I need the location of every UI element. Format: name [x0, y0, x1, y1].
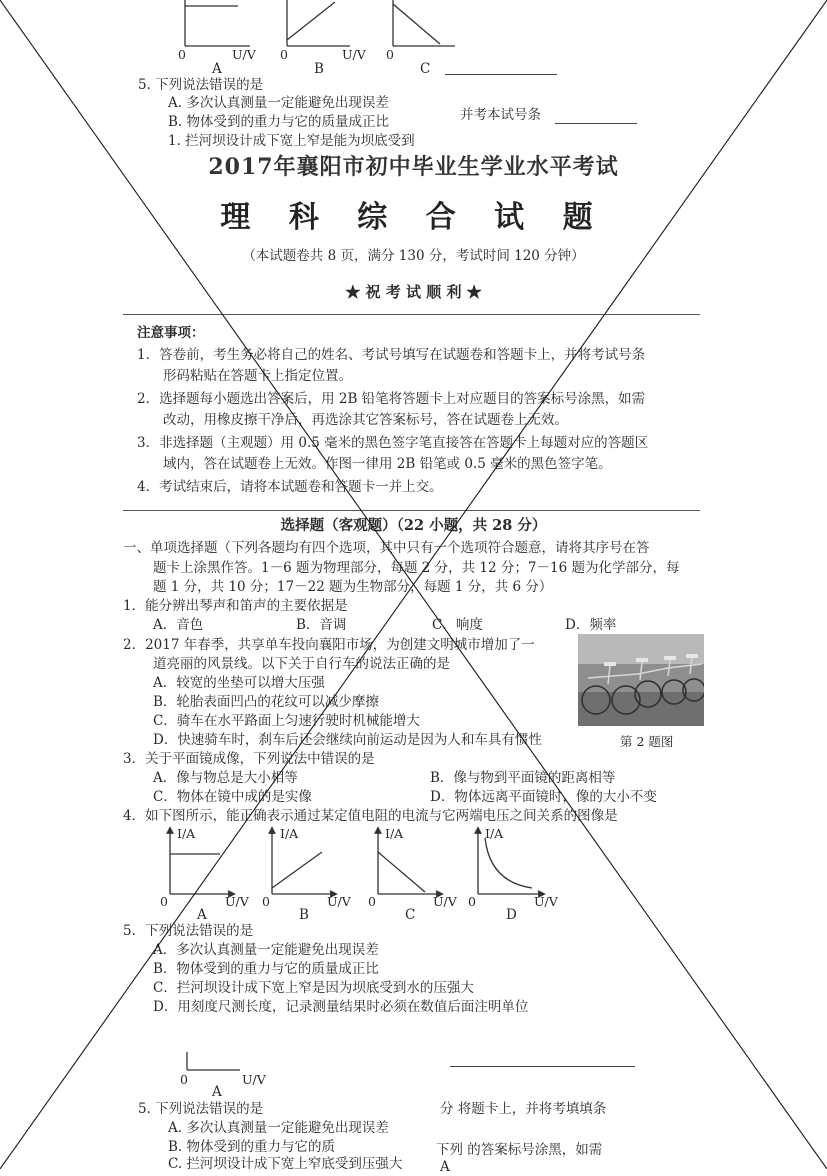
q2-option-a: A．较宽的坐垫可以增大压强 [153, 675, 325, 691]
q2-figure-caption: 第 2 题图 [620, 734, 674, 749]
notice-item-1b: 形码粘贴在答题卡上指定位置。 [163, 368, 352, 384]
question-2-line-1: 2．2017 年春季，共享单车投向襄阳市场，为创建文明城市增加了一 [123, 637, 535, 653]
question-1: 1．能分辨出琴声和笛声的主要依据是 [123, 598, 348, 614]
top-origin-b: 0 [280, 47, 288, 62]
top-origin-a: 0 [178, 47, 186, 62]
bottom-q5b: B. 物体受到的重力与它的质 [168, 1139, 336, 1155]
q2-option-b: B．轮胎表面凹凸的花纹可以减少摩擦 [153, 694, 379, 710]
q5-option-d: D．用刻度尺测长度，记录测量结果时必须在数值后面注明单位 [153, 999, 529, 1015]
q4-label-d: D [506, 907, 517, 923]
bottom-q5a: A. 多次认真测量一定能避免出现误差 [168, 1120, 389, 1136]
top-q5c: 1. 拦河坝设计成下宽上窄是能为坝底受到 [168, 133, 415, 149]
bottom-right-2: 下列 的答案标号涂黑，如需 [436, 1142, 603, 1158]
q1-option-c: C．响度 [432, 617, 483, 633]
top-xaxis-b: U/V [342, 47, 366, 62]
notice-item-4: 4．考试结束后，请将本试题卷和答题卡一并上交。 [137, 479, 443, 495]
exam-note: （本试题卷共 8 页，满分 130 分，考试时间 120 分钟） [242, 248, 585, 264]
notice-item-3: 3．非选择题（主观题）用 0.5 毫米的黑色签字笔直接答在答题卡上每题对应的答题区 [137, 435, 649, 451]
q4-xaxis-b: U/V [327, 894, 351, 909]
q4-label-b: B [299, 907, 309, 923]
question-2-line-2: 道亮丽的风景线。以下关于自行车的说法正确的是 [153, 656, 450, 672]
q4-yaxis-d: I/A [485, 826, 504, 841]
q4-yaxis-b: I/A [280, 826, 299, 841]
exam-title: 2017年襄阳市初中毕业生学业水平考试 [208, 154, 619, 180]
top-q5b: B. 物体受到的重力与它的质量成正比 [168, 114, 390, 130]
notice-item-2b: 改动，用橡皮擦干净后，再选涂其它答案标号，答在试题卷上无效。 [163, 412, 568, 428]
q3-option-a: A．像与物总是大小相等 [153, 770, 298, 786]
bottom-q5c: C. 拦河坝设计成下宽上窄底受到压强大 [168, 1156, 403, 1172]
q4-label-a: A [197, 907, 207, 923]
q4-xaxis-c: U/V [433, 894, 457, 909]
q4-xaxis-a: U/V [225, 894, 249, 909]
q4-yaxis-a: I/A [177, 826, 196, 841]
q1-option-a: A．音色 [153, 617, 204, 633]
notice-heading: 注意事项： [137, 325, 205, 341]
q3-option-b: B．像与物到平面镜的距离相等 [430, 770, 616, 786]
bottom-right-3: A [440, 1159, 450, 1175]
q4-label-c: C [405, 907, 416, 923]
exam-number-label: 并考本试号条 [460, 107, 541, 123]
section-intro-1: 一、单项选择题（下列各题均有四个选项，其中只有一个选项符合题意，请将其序号在答 [123, 540, 650, 556]
q4-origin-b: 0 [262, 894, 270, 909]
q4-origin-c: 0 [368, 894, 376, 909]
bottom-label-a: A [212, 1084, 222, 1100]
top-q5a: A. 多次认真测量一定能避免出现误差 [168, 95, 389, 111]
q4-yaxis-c: I/A [385, 826, 404, 841]
q2-option-c: C．骑车在水平路面上匀速行驶时机械能增大 [153, 713, 420, 729]
q3-option-c: C．物体在镜中成的是实像 [153, 789, 312, 805]
exam-subtitle: 理 科 综 合 试 题 [220, 200, 607, 235]
question-4: 4．如下图所示，能正确表示通过某定值电阻的电流与它两端电压之间关系的图像是 [123, 808, 618, 824]
notice-item-2: 2．选择题每小题选出答案后，用 2B 铅笔将答题卡上对应题目的答案标号涂黑，如需 [137, 391, 646, 407]
top-q5: 5. 下列说法错误的是 [138, 77, 264, 93]
q3-option-d: D．物体远离平面镜时，像的大小不变 [430, 789, 657, 805]
bottom-q5: 5. 下列说法错误的是 [138, 1101, 264, 1117]
q1-option-d: D．频率 [565, 617, 617, 633]
q5-option-a: A．多次认真测量一定能避免出现误差 [153, 942, 379, 958]
q1-option-b: B．音调 [296, 617, 347, 633]
q2-option-d: D．快速骑车时，刹车后还会继续向前运动是因为人和车具有惯性 [153, 732, 542, 748]
top-xaxis-a: U/V [232, 47, 256, 62]
section-intro-2: 题卡上涂黑作答。1－6 题为物理部分，每题 2 分，共 12 分；7－16 题为化学部分，每 [153, 560, 680, 576]
question-3: 3．关于平面镜成像，下列说法中错误的是 [123, 751, 375, 767]
exam-wish: ★ 祝 考 试 顺 利 ★ [345, 283, 482, 301]
section-title: 选择题（客观题）（22 小题，共 28 分） [280, 517, 547, 534]
q5-option-b: B．物体受到的重力与它的质量成正比 [153, 961, 379, 977]
section-intro-3: 题 1 分，共 10 分；17－22 题为生物部分，每题 1 分，共 6 分） [153, 579, 553, 595]
top-origin-c: 0 [386, 47, 394, 62]
q4-xaxis-d: U/V [534, 894, 558, 909]
q4-origin-a: 0 [160, 894, 168, 909]
bottom-xaxis: U/V [242, 1072, 266, 1087]
q5-option-c: C．拦河坝设计成下宽上窄是因为坝底受到水的压强大 [153, 980, 474, 996]
notice-item-3b: 域内，答在试题卷上无效。作图一律用 2B 铅笔或 0.5 毫米的黑色签字笔。 [163, 456, 612, 472]
bottom-origin: 0 [180, 1072, 188, 1087]
top-label-a: A [212, 61, 222, 77]
notice-item-1: 1．答卷前，考生务必将自己的姓名、考试号填写在试题卷和答题卡上，并将考试号条 [137, 347, 646, 363]
question-5: 5．下列说法错误的是 [123, 923, 254, 939]
q4-origin-d: 0 [468, 894, 476, 909]
top-label-b: B [314, 61, 324, 77]
bottom-right-1: 分 将题卡上，并将考填填条 [440, 1101, 607, 1117]
top-label-c: C [420, 61, 431, 77]
